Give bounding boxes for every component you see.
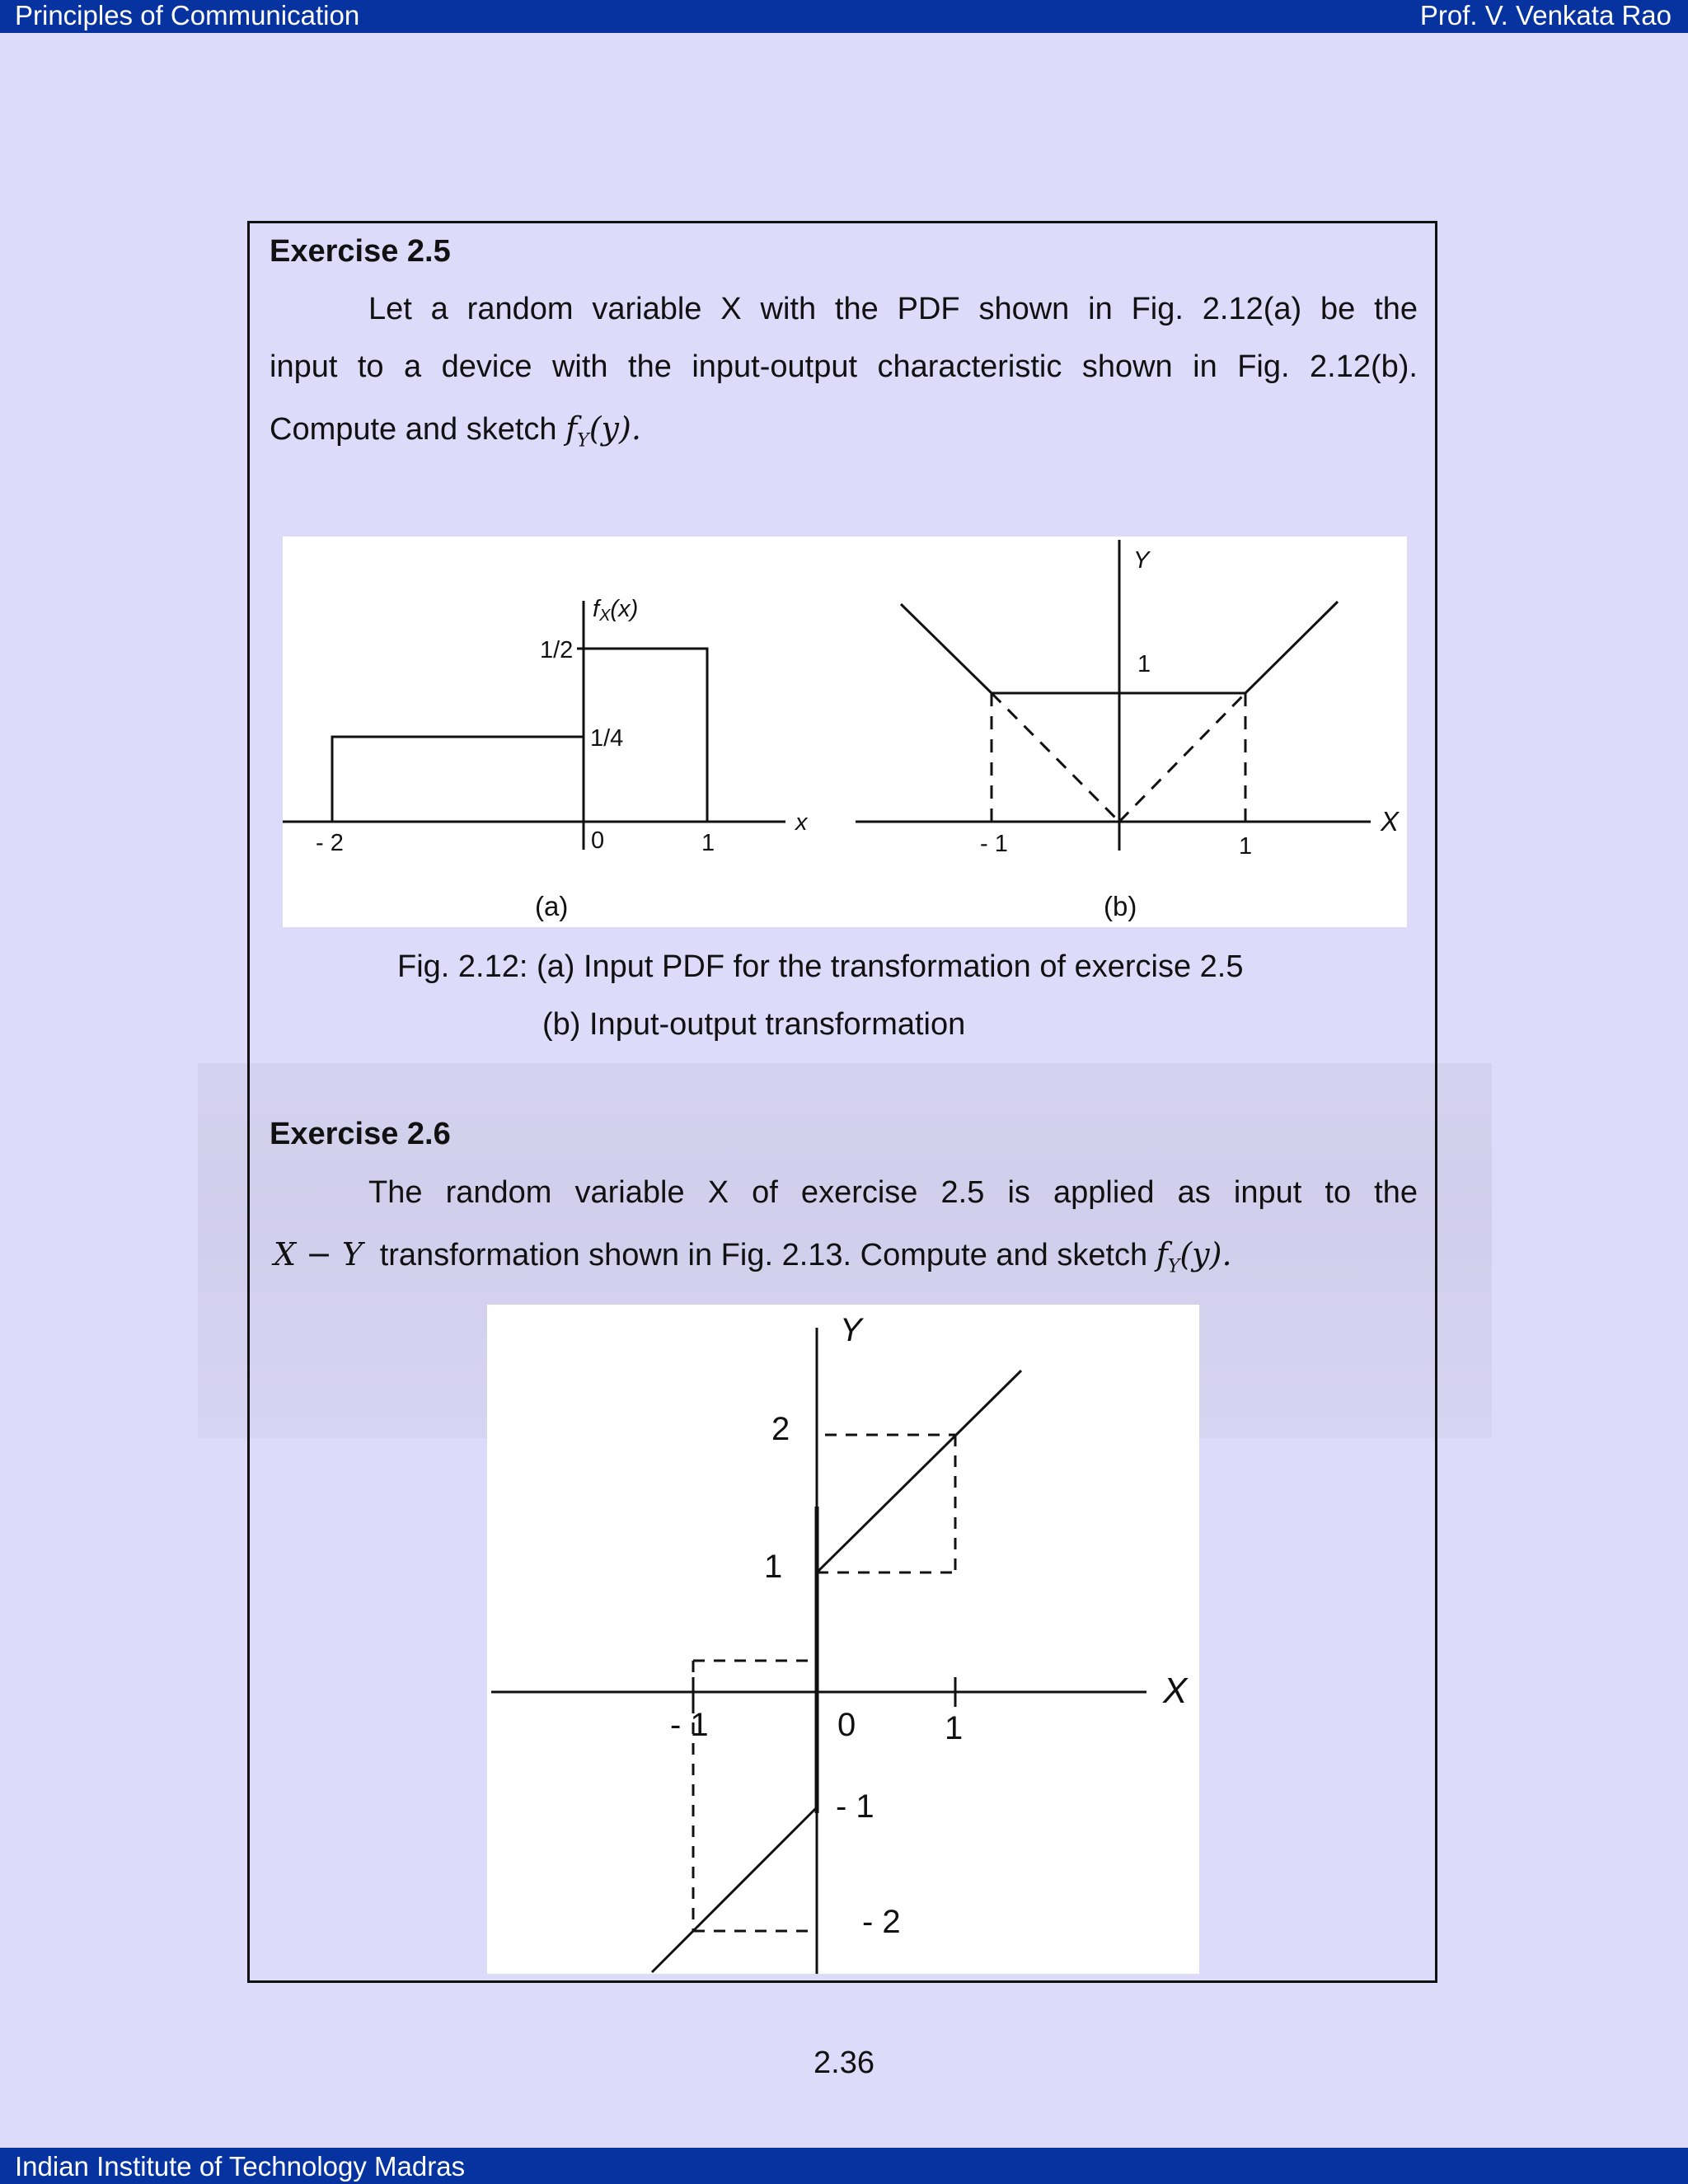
char-y-label: Y	[1133, 547, 1150, 574]
page-number: 2.36	[814, 2046, 874, 2080]
label-zero: 0	[591, 827, 605, 854]
exercise-2-5-line-3-text: Compute and sketch	[270, 412, 557, 447]
header-bar	[0, 0, 1688, 33]
panel-label-a: (a)	[535, 891, 569, 921]
fig213-upper-line	[817, 1371, 1021, 1572]
char-dash-v-right	[1119, 693, 1245, 822]
footer-bar	[0, 2148, 1688, 2184]
figure-2-12-caption-line-1: Fig. 2.12: (a) Input PDF for the transformation of exercise 2.5	[397, 949, 1244, 984]
panel-label-b: (b)	[1104, 891, 1137, 921]
fig213-label-ym1: - 1	[836, 1788, 874, 1825]
exercise-2-6-title: Exercise 2.6	[270, 1117, 451, 1151]
figure-2-12-caption-line-2: (b) Input-output transformation	[542, 1007, 966, 1042]
pdf-y-label: fX(x)	[593, 596, 639, 625]
fig213-lower-line	[652, 1807, 817, 1972]
fy2-f: f	[1156, 1236, 1168, 1272]
fig213-label-x1: 1	[945, 1710, 964, 1746]
figure-2-13	[487, 1305, 1199, 1974]
fy2-argument: (y).	[1179, 1236, 1232, 1272]
figure-2-12	[283, 537, 1407, 927]
label-half: 1/2	[540, 637, 574, 663]
exercise-2-5-title: Exercise 2.5	[270, 234, 451, 269]
course-title: Principles of Communication	[15, 0, 360, 30]
fig213-label-x0: 0	[837, 1707, 856, 1743]
fig213-label-y1: 1	[764, 1549, 783, 1585]
char-dash-v-left	[992, 693, 1119, 822]
char-label-minus-1: - 1	[980, 831, 1008, 857]
exercise-2-5-line-1: Let a random variable X with the PDF shown in Fig. 2.12(a) be the	[368, 292, 1418, 326]
fig213-label-y2: 2	[771, 1411, 790, 1447]
char-x-label: X	[1381, 806, 1400, 837]
fy-f: f	[565, 410, 578, 447]
fy-symbol-2	[1156, 1236, 1232, 1277]
exercise-2-6-line-1: The random variable X of exercise 2.5 is applied as input to the	[368, 1175, 1418, 1210]
exercise-2-5-line-2: input to a device with the input-output characteristic shown in Fig. 2.12(b).	[270, 349, 1418, 384]
char-label-1: 1	[1239, 833, 1253, 860]
label-minus-2: - 2	[316, 830, 344, 856]
fy2-subscript: Y	[1167, 1256, 1180, 1277]
fig213-label-ym2: - 2	[862, 1904, 901, 1940]
x-minus-y: X − Y	[274, 1236, 363, 1272]
exercise-2-6-line-2	[274, 1236, 1232, 1277]
figure-2-12-svg	[283, 537, 1407, 927]
label-quarter: 1/4	[590, 725, 624, 752]
exercise-2-6-line-2-text: transformation shown in Fig. 2.13. Compute and sketch	[379, 1238, 1148, 1272]
fy-subscript: Y	[577, 430, 589, 452]
pdf-x-label: x	[795, 809, 808, 836]
fig213-label-xm1: - 1	[670, 1707, 709, 1743]
fig213-y-label: Y	[840, 1312, 862, 1348]
pdf-low-step	[332, 737, 584, 822]
figure-2-13-svg	[487, 1305, 1199, 1974]
institute-name: Indian Institute of Technology Madras	[15, 2151, 466, 2182]
fy-symbol	[565, 410, 641, 452]
exercise-2-5-line-3	[270, 410, 641, 452]
label-one: 1	[701, 830, 715, 856]
fy-argument: (y).	[588, 410, 641, 447]
author-name: Prof. V. Venkata Rao	[1419, 0, 1672, 30]
char-label-y1: 1	[1137, 651, 1151, 677]
fig213-x-label: X	[1163, 1671, 1188, 1711]
